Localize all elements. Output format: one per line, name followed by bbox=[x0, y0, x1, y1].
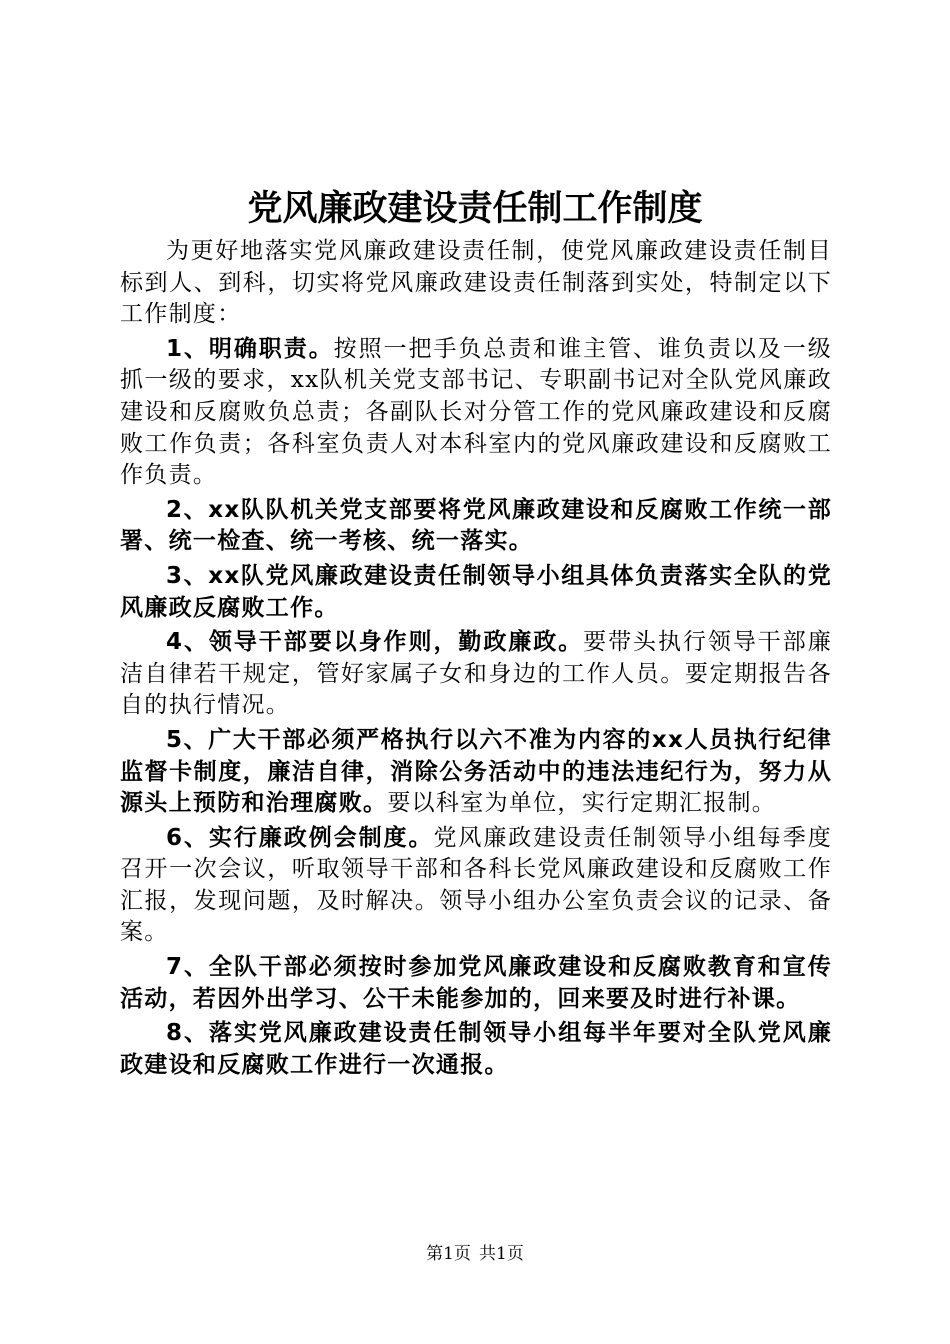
paragraph-item-4 bbox=[120, 627, 832, 722]
paragraph-item-6 bbox=[120, 823, 832, 949]
paragraph-lead: 8、落实党风廉政建设责任制领导小组每半年要对全队党风廉政建设和反腐败工作进行一次通报。 bbox=[120, 1020, 832, 1078]
paragraph-lead: 3、xx队党风廉政建设责任制领导小组具体负责落实全队的党风廉政反腐败工作。 bbox=[120, 562, 832, 621]
document-title: 党风廉政建设责任制工作制度 bbox=[247, 189, 703, 229]
paragraph-lead: 2、xx队队机关党支部要将党风廉政建设和反腐败工作统一部署、统一检查、统一考核、统一落实。 bbox=[120, 496, 832, 555]
page-footer bbox=[0, 1243, 950, 1265]
paragraph-lead: 4、领导干部要以身作则，勤政廉政。 bbox=[166, 629, 584, 656]
paragraph-text: 为更好地落实党风廉政建设责任制，使党风廉政建设责任制目标到人、到科，切实将党风廉政建设责任制落到实处，特制定以下工作制度： bbox=[120, 238, 832, 328]
document-body bbox=[120, 236, 832, 1084]
paragraph-text: 按照一把手负总责和谁主管、谁负责以及一级抓一级的要求，xx队机关党支部书记、专职副书记对全队党风廉政建设和反腐败负总责；各副队长对分管工作的党风廉政建设和反腐败工作负责；各科室负责人对本科室内的党风廉政建设和反腐败工作负责。 bbox=[120, 335, 832, 489]
paragraph-lead: 5、广大干部必须严格执行以六不准为内容的xx人员执行纪律监督卡制度，廉洁自律，消除公务活动中的违法违纪行为，努力从源头上预防和治理腐败。 bbox=[120, 726, 832, 817]
paragraph-lead: 1、明确职责。 bbox=[166, 335, 334, 362]
paragraph-text: 要以科室为单位，实行定期汇报制。 bbox=[387, 790, 777, 817]
paragraph-intro bbox=[120, 236, 832, 331]
paragraph-item-1 bbox=[120, 334, 832, 492]
page-total: 共1页 bbox=[479, 1244, 524, 1264]
paragraph-lead: 7、全队干部必须按时参加党风廉政建设和反腐败教育和宣传活动，若因外出学习、公干未能参加的，回来要及时进行补课。 bbox=[120, 954, 832, 1012]
page-number: 第1页 bbox=[426, 1244, 471, 1264]
paragraph-item-3 bbox=[120, 561, 832, 624]
paragraph-text: 党风廉政建设责任制领导小组每季度召开一次会议，听取领导干部和各科长党风廉政建设和反腐败工作汇报，发现问题，及时解决。领导小组办公室负责会议的记录、备案。 bbox=[120, 824, 832, 946]
paragraph-item-7 bbox=[120, 952, 832, 1015]
paragraph-item-8 bbox=[120, 1018, 832, 1081]
paragraph-lead: 6、实行廉政例会制度。 bbox=[166, 824, 434, 851]
paragraph-item-2 bbox=[120, 495, 832, 558]
paragraph-text: 要带头执行领导干部廉洁自律若干规定，管好家属子女和身边的工作人员。要定期报告各自的执行情况。 bbox=[120, 629, 833, 719]
paragraph-item-5 bbox=[120, 725, 832, 820]
